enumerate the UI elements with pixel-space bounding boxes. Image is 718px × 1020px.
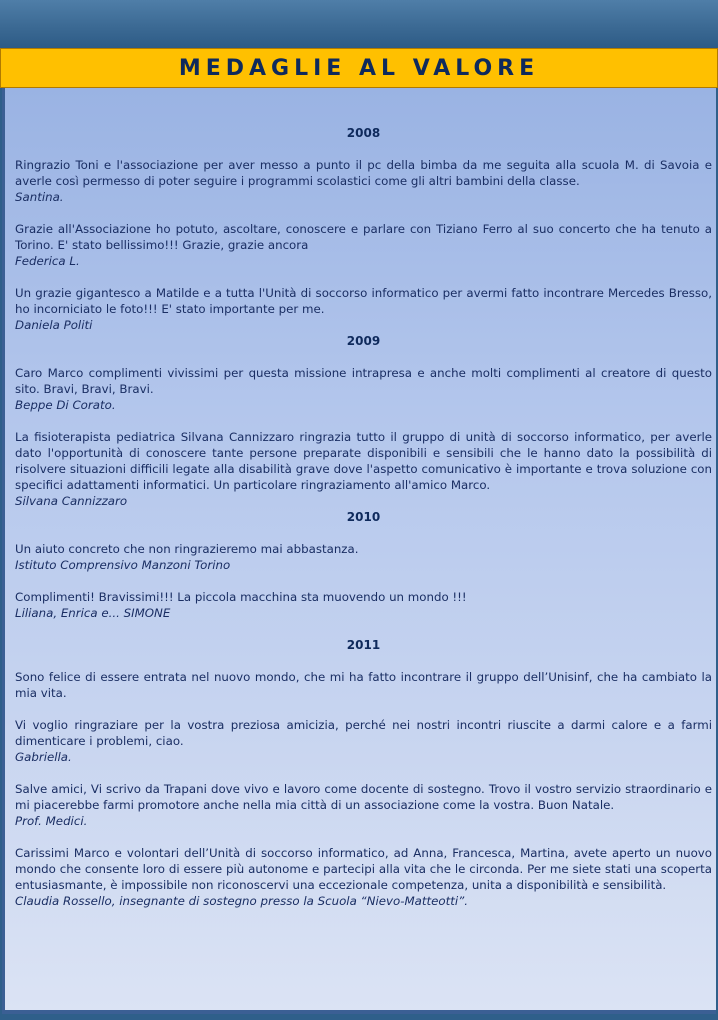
title-bar	[0, 48, 718, 88]
year-heading-2009: 2009	[346, 334, 381, 348]
testimonial-signature: Santina.	[15, 190, 64, 204]
testimonial-signature: Silvana Cannizzaro	[15, 494, 128, 508]
testimonial-signature: Claudia Rossello, insegnante di sostegno presso la Scuola “Nievo-Matteotti”.	[15, 894, 468, 908]
testimonial-signature: Daniela Politi	[15, 318, 93, 332]
testimonial-text: Complimenti! Bravissimi!!! La piccola macchina sta muovendo un mondo !!!	[15, 590, 467, 604]
testimonial-signature: Liliana, Enrica e... SIMONE	[15, 606, 171, 620]
year-heading-2008: 2008	[346, 126, 381, 140]
testimonial-text: Ringrazio Toni e l'associazione per aver messo a punto il pc della bimba da me seguita alla scuola M. di Savoia e averle così permesso di poter seguire i programmi scolastici come gli altri bambini della classe.	[15, 158, 712, 188]
testimonial-text: Salve amici, Vi scrivo da Trapani dove vivo e lavoro come docente di sostegno. Trovo il vostro servizio straordinario e mi piacerebbe farmi promotore anche nella mia città di un associazione come la vostra. Buon Natale.	[15, 782, 712, 812]
testimonial-signature: Beppe Di Corato.	[15, 398, 116, 412]
testimonial-text: Carissimi Marco e volontari dell’Unità di soccorso informatico, ad Anna, Francesca, Martina, avete aperto un nuovo mondo che consente loro di essere più autonome e partecipi alla vita che le circonda. Per me siete stati una scoperta entusiasmante, è impossibile non riconoscervi una eccezionale competenza, unita a disponibilità e sensibilità.	[15, 846, 712, 892]
year-heading-2010: 2010	[346, 510, 381, 524]
testimonial-text: Un grazie gigantesco a Matilde e a tutta l'Unità di soccorso informatico per avermi fatto incontrare Mercedes Bresso, ho incorniciato le foto!!! E' stato importante per me.	[15, 286, 712, 316]
testimonials-list	[15, 125, 712, 909]
content-panel	[2, 88, 716, 1014]
testimonial-text: La fisioterapista pediatrica Silvana Cannizzaro ringrazia tutto il gruppo di unità di soccorso informatico, per averle dato l'opportunità di conoscere tante persone preparate disponibili e sensibili che le hanno dato la possibilità di risolvere situazioni difficili legate alla disabilità grave dove l'aspetto comunicativo è importante e trova soluzione con specifici adattamenti informatici. Un particolare ringraziamento all'amico Marco.	[15, 430, 712, 492]
testimonial-signature: Federica L.	[15, 254, 80, 268]
top-header-band	[0, 0, 718, 48]
testimonial-text: Vi voglio ringraziare per la vostra preziosa amicizia, perché nei nostri incontri riuscite a darmi calore e a farmi dimenticare i problemi, ciao.	[15, 718, 712, 748]
year-heading-2011: 2011	[346, 638, 381, 652]
testimonial-text: Grazie all'Associazione ho potuto, ascoltare, conoscere e parlare con Tiziano Ferro al suo concerto che ha tenuto a Torino. E' stato bellissimo!!! Grazie, grazie ancora	[15, 222, 712, 252]
testimonial-text: Un aiuto concreto che non ringrazieremo mai abbastanza.	[15, 542, 359, 556]
testimonial-text: Sono felice di essere entrata nel nuovo mondo, che mi ha fatto incontrare il gruppo dell’Unisinf, che ha cambiato la mia vita.	[15, 670, 712, 700]
page-title: MEDAGLIE AL VALORE	[178, 55, 540, 81]
testimonial-text: Caro Marco complimenti vivissimi per questa missione intrapresa e anche molti complimenti al creatore di questo sito. Bravi, Bravi, Bravi.	[15, 366, 712, 396]
testimonial-signature: Prof. Medici.	[15, 814, 88, 828]
testimonial-signature: Gabriella.	[15, 750, 72, 764]
testimonial-signature: Istituto Comprensivo Manzoni Torino	[15, 558, 231, 572]
